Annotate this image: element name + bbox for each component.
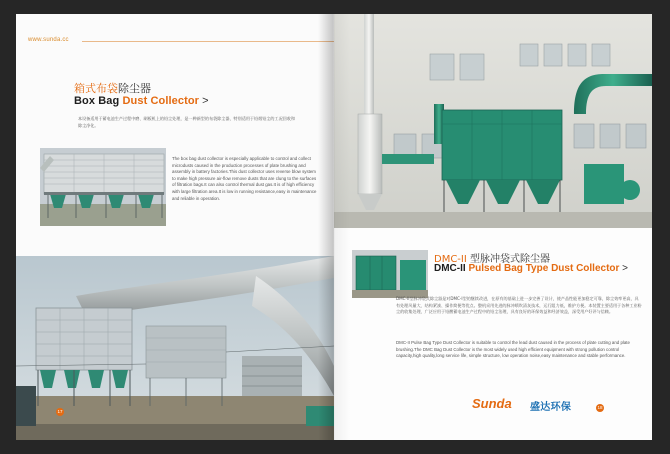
title-arrow: > bbox=[619, 263, 629, 274]
dmc-collector-building-photo bbox=[334, 14, 652, 228]
sunda-logo-cn: 盛达环保 bbox=[530, 402, 572, 413]
sunda-logo-wordmark: Sunda bbox=[472, 396, 512, 411]
box-bag-title-en-highlight: Dust Collector bbox=[122, 95, 200, 107]
box-bag-title-en bbox=[74, 95, 209, 107]
box-bag-intro-cn: 本设备适用于蓄电池生产过程中磨、刷板机上的铅尘处理，是一种新型的布袋除尘器，特别适用于铅烟铅尘的工况回收和除尘净化。 bbox=[78, 116, 295, 128]
sunda-logo bbox=[472, 396, 580, 412]
header-rule bbox=[82, 41, 334, 42]
box-bag-title-cn bbox=[74, 80, 151, 96]
page-number-right: 18 bbox=[597, 405, 603, 410]
dmc-inset-photo bbox=[352, 250, 428, 298]
dmc-description-en: DMC-II Pulse Bag Type Dust Collector is suitable to control the lead dust caused in the process of plate cutting and plate brushing.The DMC Bag Dust Collector is the most widely used high efficient equipment with strong pollution control capacity,high quality,long service life, simple structure, low operation noise,easy maintenance and stable performance. bbox=[396, 340, 630, 359]
dmc-intro-cn: DMC-II型脉冲袋式除尘器是对DMC-I型的继续改进，在原有的基础上进一步完善了设计，使产品性能更加稳定可靠，除尘效率更高，具有处理风量大、结构紧凑、操作简便等优点。整机采用先进的脉冲喷吹清灰技术，运行阻力低，维护方便。本装置主要适用于各种工业粉尘的收集处理，广泛应用于铅酸蓄电池生产过程中的铅尘治理，具有良好的环保效益和经济效益，深受用户好评与信赖。 bbox=[396, 296, 642, 315]
dmc-title-en-model: DMC-II bbox=[434, 263, 469, 274]
right-page bbox=[334, 14, 652, 440]
dmc-title-cn-rest: 型脉冲袋式除尘器 bbox=[470, 254, 550, 265]
box-bag-title-en-lead: Box Bag bbox=[74, 95, 123, 107]
box-bag-title-cn-highlight: 箱式布袋 bbox=[74, 82, 118, 95]
dmc-title-en-highlight: Pulsed Bag Type Dust Collector bbox=[468, 263, 620, 274]
dmc-title-cn-model: DMC-II bbox=[434, 254, 470, 265]
box-bag-description-en: The box bag dust collector is especially applicable to control and collect microdusts caused in the production processes of plate brushing and assembly in battery factories.This dust collector uses reverse blow system to make high pressure air-flow remove dusts that are clung to the surfaces of filtration bags.It can also control thermal dust gas.It is of high efficiency with large filtration area.It is low in running resistance,easy in maintenance and reliable in operation. bbox=[172, 156, 317, 201]
title-arrow: > bbox=[202, 95, 209, 107]
box-bag-title-cn-rest: 除尘器 bbox=[118, 82, 151, 95]
dmc-title-en bbox=[434, 263, 628, 274]
website-url: www.sunda.cc bbox=[28, 37, 69, 43]
box-bag-collector-photo bbox=[40, 148, 166, 226]
left-page bbox=[16, 14, 334, 440]
page-number-left: 17 bbox=[57, 409, 63, 414]
